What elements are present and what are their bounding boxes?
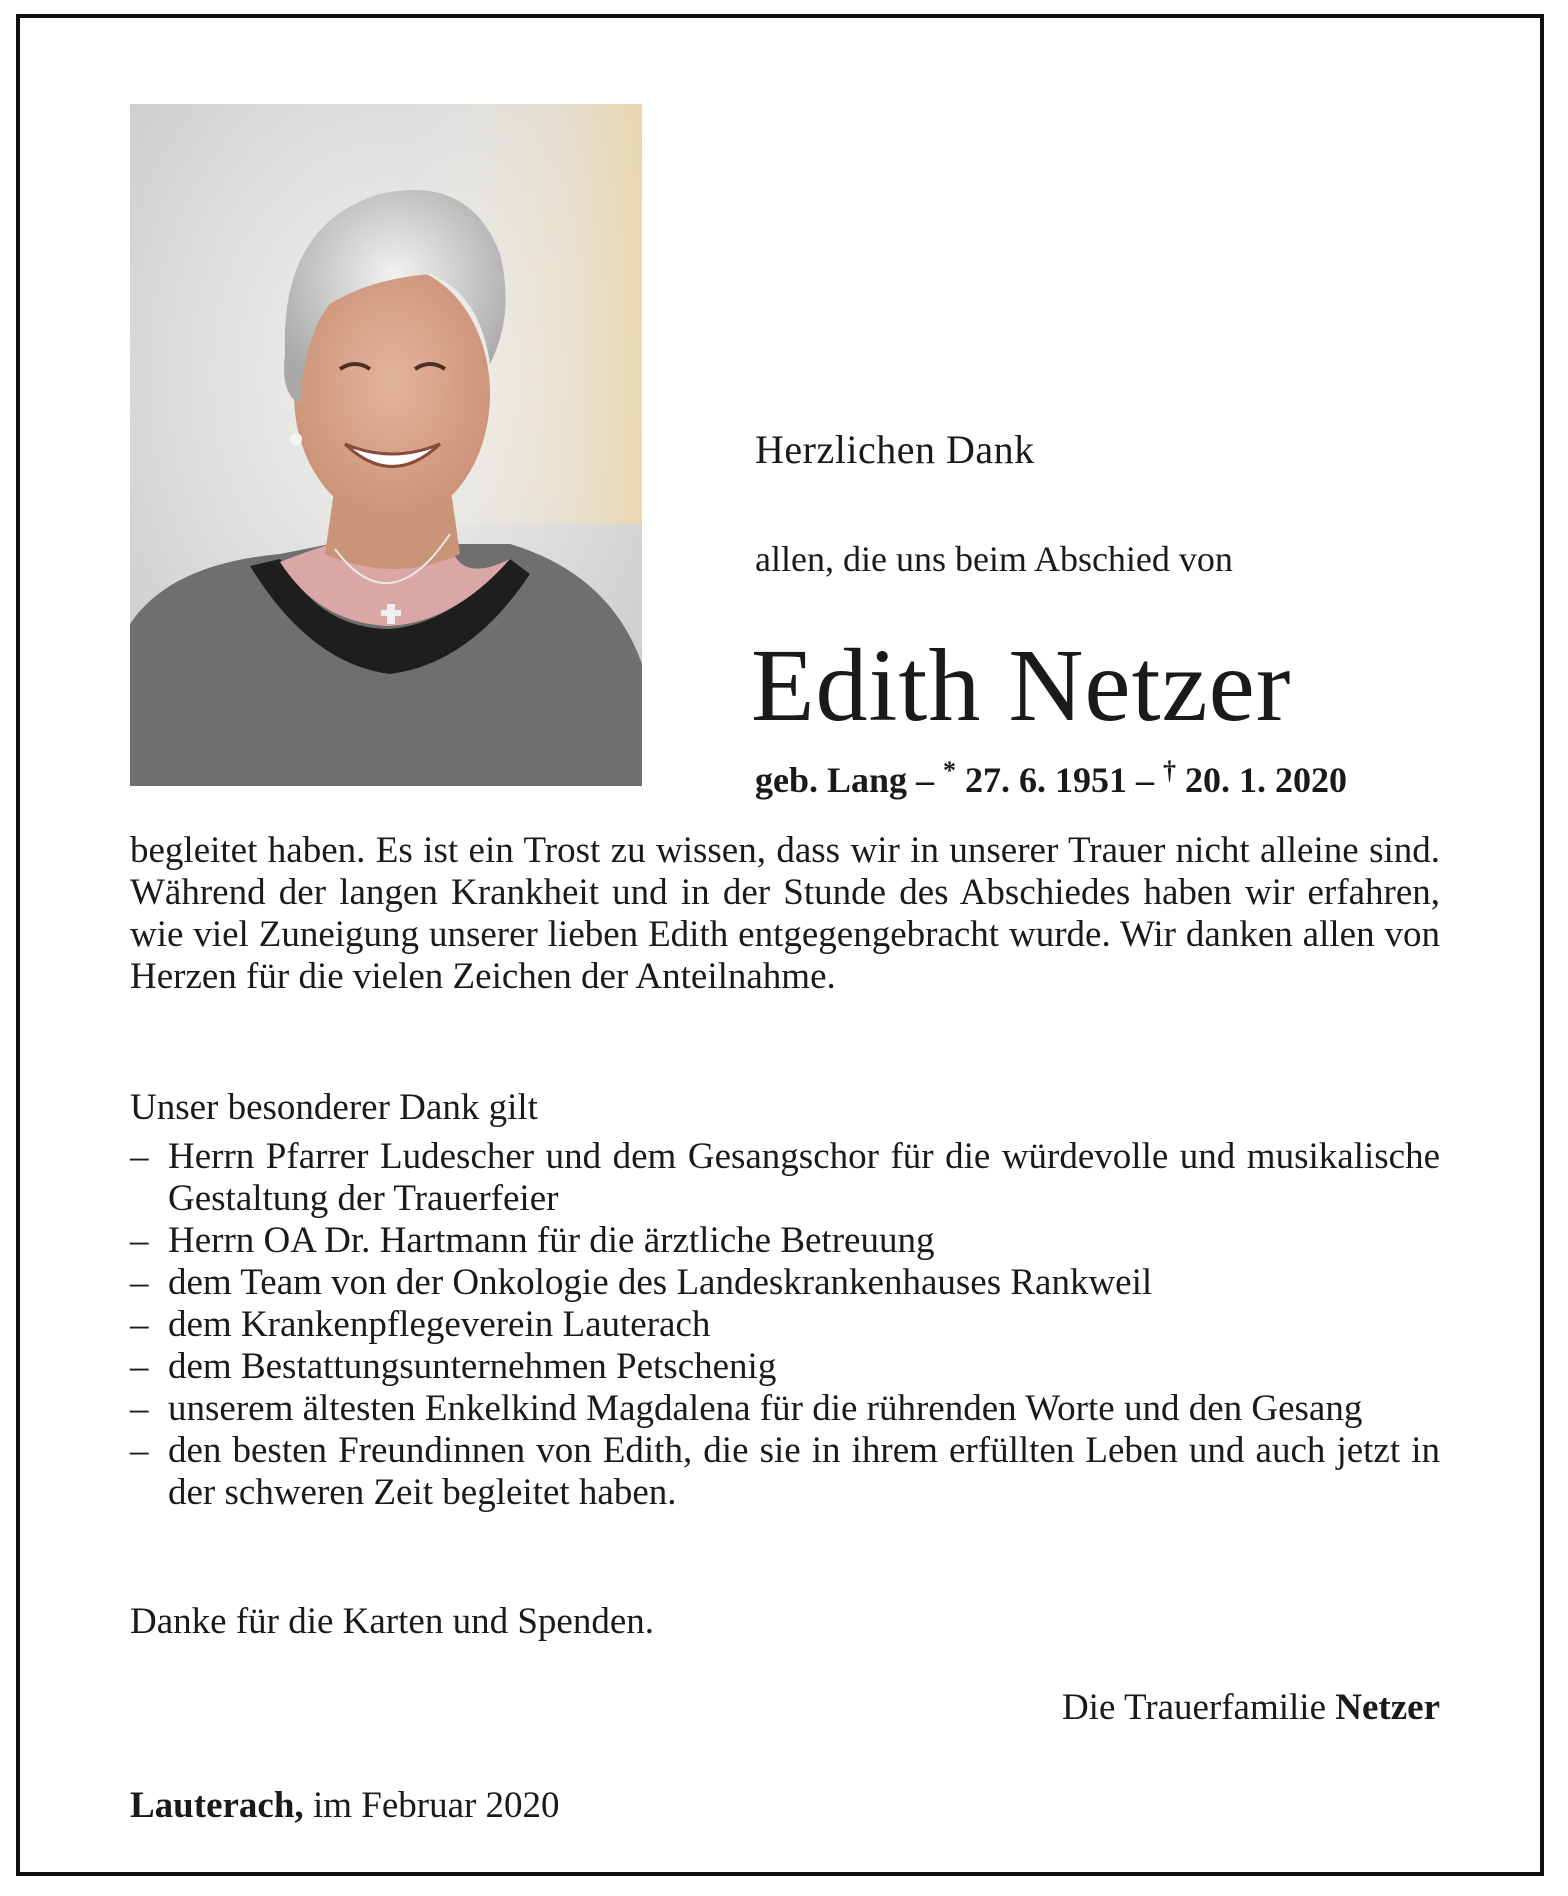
death-date: 20. 1. 2020 [1176, 760, 1348, 800]
signature [1062, 1686, 1440, 1729]
dash-bullet: – [130, 1346, 149, 1387]
list-item: – unserem ältesten Enkelkind Magdalena für die rührenden Worte und den Gesang [130, 1388, 1363, 1429]
birth-date: 27. 6. 1951 [956, 760, 1128, 800]
intro-line: allen, die uns beim Abschied von [755, 539, 1233, 579]
deceased-name: Edith Netzer [751, 628, 1292, 743]
life-dates [755, 756, 1347, 801]
thanks-list [130, 1136, 1440, 1514]
born-name: geb. Lang [755, 760, 908, 800]
dash-bullet: – [130, 1220, 149, 1261]
birth-star-icon: * [943, 756, 957, 785]
dash-bullet: – [130, 1304, 149, 1345]
list-item: – dem Bestattungsunternehmen Petschenig [130, 1346, 777, 1387]
list-item: – dem Team von der Onkologie des Landeskrankenhauses Rankweil [130, 1262, 1153, 1303]
date: im Februar 2020 [303, 1785, 560, 1826]
thanks-title: Herzlichen Dank [755, 427, 1035, 472]
list-item: – den besten Freundinnen von Edith, die sie in ihrem erfüllten Leben und auch jetzt in der schweren Zeit begleitet haben. [130, 1430, 1440, 1513]
list-item: – dem Krankenpflegeverein Lauterach [130, 1304, 711, 1345]
separator: – [1127, 760, 1164, 800]
family-name: Netzer [1335, 1687, 1440, 1728]
dash-bullet: – [130, 1262, 149, 1303]
header-block [751, 427, 1455, 800]
portrait-photo [130, 104, 642, 786]
special-thanks-heading: Unser besonderer Dank gilt [130, 1087, 538, 1128]
place: Lauterach, [130, 1785, 304, 1826]
separator: – [907, 760, 944, 800]
place-date [130, 1784, 560, 1827]
dash-bullet: – [130, 1136, 149, 1177]
dash-bullet: – [130, 1388, 149, 1429]
list-item: – Herrn Pfarrer Ludescher und dem Gesangschor für die würdevolle und musikalische Gestaltung der Trauerfeier [130, 1136, 1440, 1219]
death-cross-icon: † [1163, 756, 1177, 785]
main-paragraph: begleitet haben. Es ist ein Trost zu wissen, dass wir in unserer Trauer nicht alleine sind. Während der langen Krankheit und in der Stunde des Abschiedes haben wir erfahren, wie viel Zuneigung unserer lieben Edith entgegengebracht wurde. Wir danken allen von Herzen für die vielen Zeichen der Anteilnahme. [130, 830, 1440, 997]
signature-prefix: Die Trauerfamilie [1061, 1687, 1336, 1728]
dash-bullet: – [130, 1430, 149, 1471]
closing-line: Danke für die Karten und Spenden. [130, 1601, 654, 1642]
list-item: – Herrn OA Dr. Hartmann für die ärztliche Betreuung [130, 1220, 935, 1261]
